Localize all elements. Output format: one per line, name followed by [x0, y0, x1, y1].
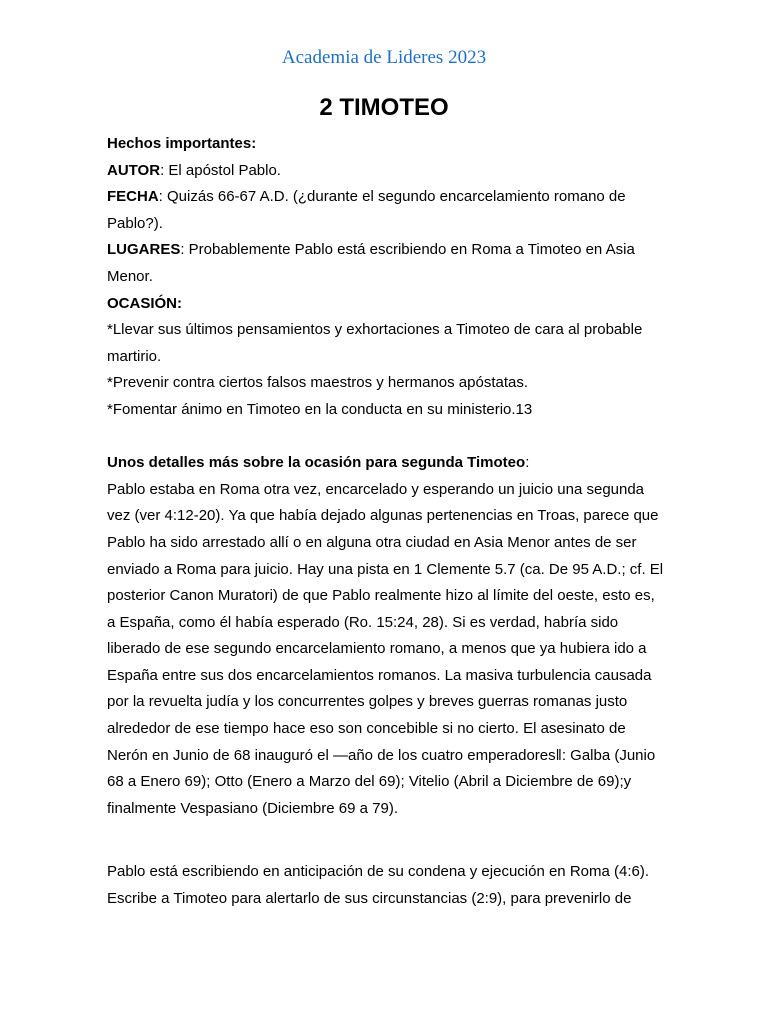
author-text: : El apóstol Pablo.	[160, 161, 281, 179]
details-paragraph: Pablo estaba en Roma otra vez, encarcelado y esperando un juicio una segunda vez (ver 4:12-20). Ya que había dejado algunas pertenencias en Troas, parece que Pablo ha sido arrestado allí o en alguna otra ciudad en Asia Menor antes de ser enviado a Roma para juicio. Hay una pista en 1 Clemente 5.7 (ca. De 95 A.D.; cf. El posterior Canon Muratori) de que Pablo realmente hizo al límite del oeste, esto es, a España, como él había esperado (Ro. 15:24, 28). Si es verdad, habría sido liberado de ese segundo encarcelamiento romano, a menos que ya hubiera ido a España entre sus dos encarcelamientos romanos. La masiva turbulencia causada por la revuelta judía y los concurrentes golpes y breves guerras romanas justo alrededor de ese tiempo hace eso son concebible si no cierto. El asesinato de Nerón en Junio de 68 inauguró el ―año de los cuatro emperadores‖: Galba (Junio 68 a Enero 69); Otto (Enero a Marzo del 69); Vitelio (Abril a Diciembre de 69);y finalmente Vespasiano (Diciembre 69 a 79).	[107, 480, 664, 817]
spacer	[107, 424, 667, 451]
occasion-bullet: *Llevar sus últimos pensamientos y exhortaciones a Timoteo de cara al probable martirio.	[107, 321, 643, 365]
spacer	[107, 822, 667, 859]
document-body	[107, 131, 667, 913]
closing-paragraph: Pablo está escribiendo en anticipación de su condena y ejecución en Roma (4:6). Escribe a Timoteo para alertarlo de sus circunstancias (2:9), para prevenirlo de	[107, 863, 650, 908]
details-heading: Unos detalles más sobre la ocasión para segunda Timoteo:	[107, 454, 530, 472]
facts-heading: Hechos importantes:	[107, 135, 257, 152]
places-text: : Probablemente Pablo está escribiendo en Roma a Timoteo en Asia Menor.	[107, 241, 635, 285]
author-label: AUTOR	[107, 161, 161, 179]
page-title: 2 TIMOTEO	[319, 94, 449, 121]
occasion-bullet: *Prevenir contra ciertos falsos maestros y hermanos apóstatas.	[107, 374, 529, 392]
academy-header: Academia de Lideres 2023	[281, 47, 487, 68]
date-text: : Quizás 66-67 A.D. (¿durante el segundo encarcelamiento romano de Pablo?).	[107, 188, 626, 232]
occasion-label: OCASIÓN:	[107, 294, 182, 312]
author-line	[107, 158, 667, 185]
date-line	[107, 184, 667, 237]
date-label: FECHA	[107, 188, 159, 206]
places-line	[107, 237, 667, 290]
occasion-bullet: *Fomentar ánimo en Timoteo en la conducta en su ministerio.13	[107, 400, 533, 418]
places-label: LUGARES	[107, 241, 181, 259]
